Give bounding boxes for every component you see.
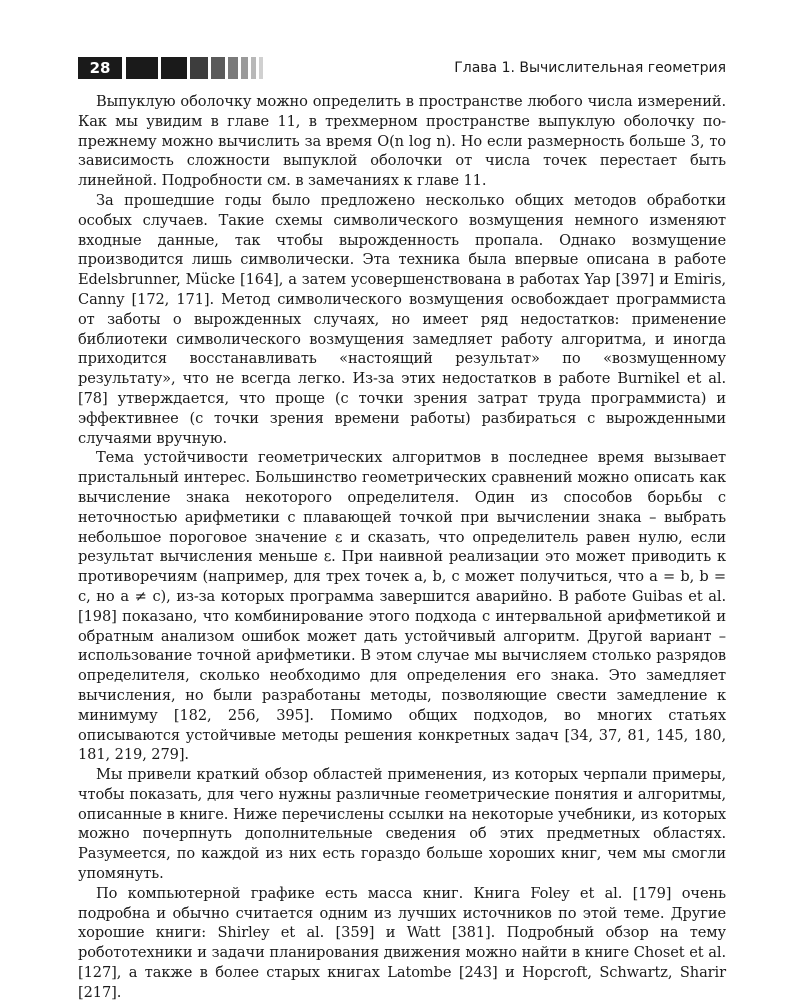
- page-header: [78, 57, 726, 79]
- header-decor-bar: [126, 57, 158, 79]
- paragraph: Мы привели краткий обзор областей применения, из которых черпали примеры, чтобы показать, для чего нужны различные геометрические понятия и алгоритмы, описанные в книге. Ниже перечислены ссылки на некоторые учебники, из которых можно почерпнуть дополнительные сведения об этих предметных областях. Разумеется, по каждой из них есть гораздо больше хороших книг, чем мы смогли упомянуть.: [78, 766, 726, 883]
- paragraph: По компьютерной графике есть масса книг. Книга Foley et al. [179] очень подробна и обычно считается одним из лучших источников по этой теме. Другие хорошие книги: Shirley et al. [359] и Watt [381]. Подробный обзор на тему робототехники и задачи планирования движения можно найти в книге Choset et al. [127], а также в более старых книгах Latombe [243] и Hopcroft, Schwartz, Sharir [217].: [78, 884, 726, 1001]
- chapter-title: Глава 1. Вычислительная геометрия: [454, 60, 726, 76]
- header-decor-bar: [228, 57, 238, 79]
- header-decor-bar: [190, 57, 208, 79]
- body-text: [78, 92, 726, 1003]
- paragraph: Выпуклую оболочку можно определить в пространстве любого числа измерений. Как мы увидим в главе 11, в трехмерном пространстве выпуклую оболочку по-прежнему можно вычислить за время O(n log n). Но если размерность больше 3, то зависимость сложности выпуклой оболочки от числа точек перестает быть линейной. Подробности см. в замечаниях к главе 11.: [78, 93, 726, 190]
- paragraph: За прошедшие годы было предложено несколько общих методов обработки особых случаев. Такие схемы символического возмущения немного изменяют входные данные, так чтобы вырожденность пропала. Однако возмущение производится лишь символически. Эта техника была впервые описана в работе Edelsbrunner, Mücke [164], а затем усовершенствована в работах Yap [397] и Emiris, Canny [172, 171]. Метод символического возмущения освобождает программиста от заботы о вырожденных случаях, но имеет ряд недостатков: применение библиотеки символического возмущения замедляет работу алгоритма, и иногда приходится восстанавливать «настоящий результат» по «возмущенному результату», что не всегда легко. Из-за этих недостатков в работе Burnikel et al. [78] утверждается, что проще (с точки зрения затрат труда программиста) и эффективнее (с точки зрения времени работы) разбираться с вырожденными случаями вручную.: [78, 191, 726, 447]
- header-decor-bar: [251, 57, 256, 79]
- paragraph: Тема устойчивости геометрических алгоритмов в последнее время вызывает пристальный интерес. Большинство геометрических сравнений можно описать как вычисление знака некоторого определителя. Один из способов борьбы с неточностью арифметики с плавающей точкой при вычислении знака – выбрать небольшое пороговое значение ε и сказать, что определитель равен нулю, если результат вычисления меньше ε. При наивной реализации это может приводить к противоречиям (например, для трех точек a, b, c может получиться, что a = b, b = c, но a ≠ c), из-за которых программа завершится аварийно. В работе Guibas et al. [198] показано, что комбинирование этого подхода с интервальной арифметикой и обратным анализом ошибок может дать устойчивый алгоритм. Другой вариант – использование точной арифметики. В этом случае мы вычисляем столько разрядов определителя, сколько необходимо для определения его знака. Это замедляет вычисления, но были разработаны методы, позволяющие свести замедление к минимуму [182, 256, 395]. Помимо общих подходов, во многих статьях описываются устойчивые методы решения конкретных задач [34, 37, 81, 145, 180, 181, 219, 279].: [78, 449, 726, 764]
- page-number: 28: [78, 57, 122, 79]
- header-decor-bar: [161, 57, 187, 79]
- header-decor-bar: [241, 57, 248, 79]
- header-decor-bar: [259, 57, 263, 79]
- header-decor-bar: [211, 57, 225, 79]
